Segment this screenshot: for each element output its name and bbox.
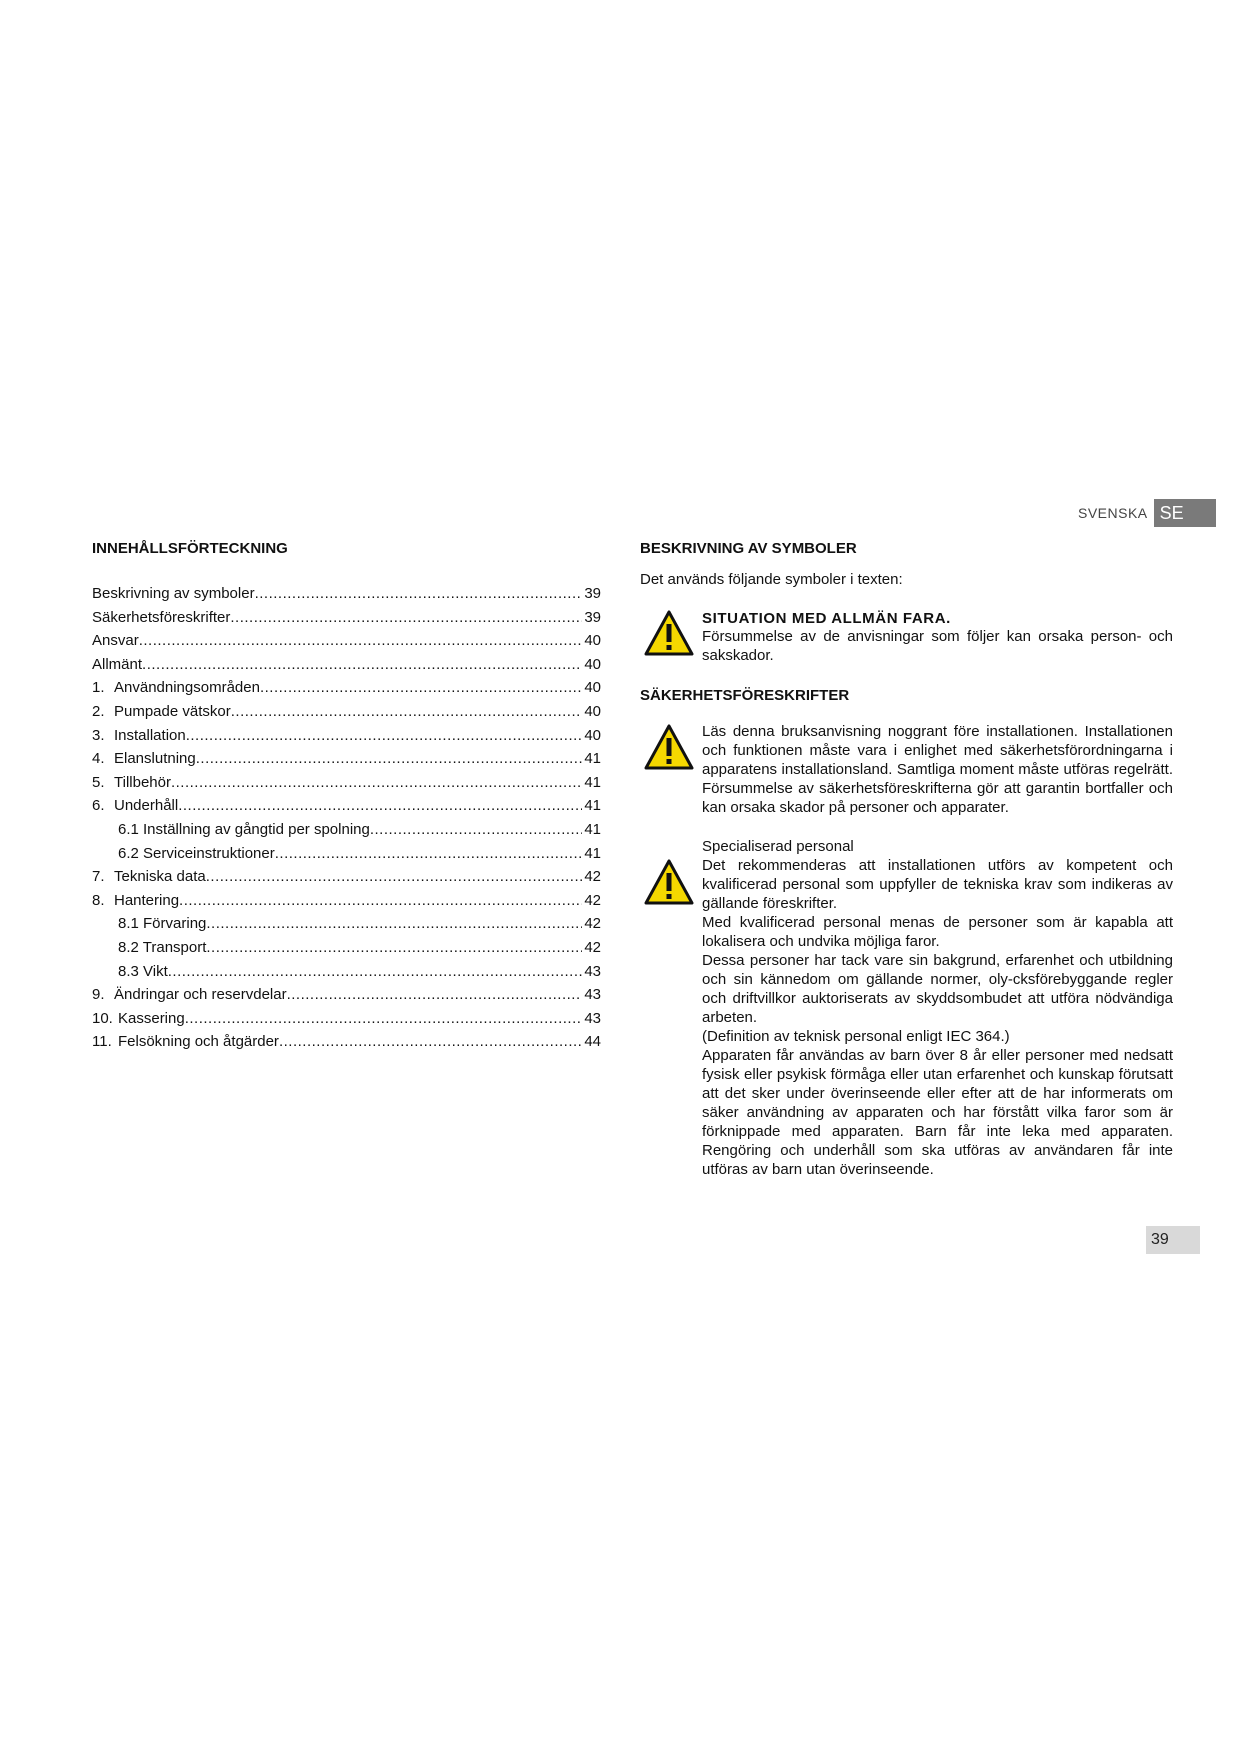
toc-leader-dots — [255, 585, 583, 602]
toc-title: INNEHÅLLSFÖRTECKNING — [92, 540, 288, 557]
specialized-text: Dessa personer har tack vare sin bakgrund, erfarenhet och utbildning och sin kännedom om gällande normer, oly-cksförebyggande regler och driftvillkor auktoriserats av skyddsombudet att utföra nödvändiga arbeten. — [702, 952, 1173, 1026]
children-text: Apparaten får användas av barn över 8 år eller personer med nedsatt fysisk eller psykisk förmåga eller utan erfarenhet och kunskap förutsatt att det sker under överinseende eller efter att de har informerats om säker användning av apparaten och har förstått vilka faror som är förknippade med apparaten. Barn får inte leka med apparaten. Rengöring och underhåll som ska utföras av användaren får inte utföras av barn utan överinseende. — [702, 1047, 1173, 1178]
specialized-text: (Definition av teknisk personal enligt IEC 364.) — [702, 1028, 1010, 1045]
toc-entry-number: 7. — [92, 868, 105, 886]
toc-entry — [92, 939, 601, 963]
toc-entry-page: 42 — [584, 938, 601, 956]
toc-entry-page: 43 — [584, 986, 601, 1004]
toc-entry — [92, 750, 601, 774]
toc-entry — [92, 656, 601, 680]
toc-entry-page: 41 — [584, 820, 601, 838]
situation-title: SITUATION MED ALLMÄN FARA. — [702, 610, 951, 627]
toc-entry — [92, 986, 601, 1010]
toc-entry — [92, 892, 601, 916]
toc-entry-page: 42 — [584, 868, 601, 886]
toc-entry-label: Tillbehör — [114, 773, 171, 791]
toc-entry-label: Beskrivning av symboler — [92, 585, 255, 602]
safety-title: SÄKERHETSFÖRESKRIFTER — [640, 687, 850, 704]
toc-entry-label: Säkerhetsföreskrifter — [92, 608, 231, 626]
toc-leader-dots — [142, 656, 582, 673]
toc-entry-number: 9. — [92, 986, 105, 1004]
toc-entry — [92, 609, 601, 633]
toc-entry-number: 5. — [92, 773, 105, 791]
toc-entry-page: 41 — [584, 844, 601, 862]
toc-entry-label: Ändringar och reservdelar — [114, 986, 287, 1004]
symbols-intro: Det används följande symboler i texten: — [640, 571, 903, 588]
toc-leader-dots — [168, 963, 583, 980]
warning-triangle-icon — [644, 724, 694, 770]
toc-entry-label: Ansvar — [92, 632, 139, 650]
toc-entry-page: 43 — [584, 1009, 601, 1027]
toc-leader-dots — [196, 750, 583, 767]
toc-entry-number: 4. — [92, 750, 105, 768]
toc-entry — [92, 868, 601, 892]
warning-triangle-icon — [644, 610, 694, 656]
toc-entry-page: 40 — [584, 679, 601, 697]
situation-text: Försummelse av de anvisningar som följer kan orsaka person- och sakskador. — [702, 628, 1173, 664]
toc-entry-number: 11. — [92, 1033, 112, 1051]
safety-warning-block — [640, 722, 1173, 817]
toc-entry — [92, 963, 601, 987]
toc-leader-dots — [185, 1010, 583, 1027]
toc-entry-page: 41 — [584, 797, 601, 815]
toc-entry-label: 8.2 Transport — [118, 938, 207, 956]
toc-leader-dots — [186, 727, 583, 744]
symbols-and-safety — [640, 540, 1173, 1179]
toc-entry-page: 43 — [584, 962, 601, 980]
toc-entry-label: Hantering — [114, 891, 180, 909]
toc-leader-dots — [139, 632, 583, 649]
toc-leader-dots — [287, 986, 583, 1003]
toc-entry-label: Felsökning och åtgärder — [118, 1033, 279, 1051]
toc-entry-label: Installation — [114, 726, 186, 744]
toc-leader-dots — [206, 868, 583, 885]
symbols-title: BESKRIVNING AV SYMBOLER — [640, 540, 857, 557]
toc-leader-dots — [279, 1033, 582, 1050]
toc-entry-page: 40 — [584, 702, 601, 720]
language-label: SVENSKA — [1078, 505, 1148, 521]
specialized-title: Specialiserad personal — [702, 838, 854, 855]
toc-entry-page: 40 — [584, 726, 601, 744]
toc-entry-label: 6.2 Serviceinstruktioner — [118, 844, 275, 862]
toc-entry-page: 41 — [584, 750, 601, 768]
toc-leader-dots — [206, 915, 582, 932]
language-tab — [1078, 499, 1216, 527]
toc-entry — [92, 1010, 601, 1034]
toc-entry — [92, 703, 601, 727]
toc-leader-dots — [230, 609, 582, 626]
toc-entry — [92, 915, 601, 939]
toc-entry-page: 44 — [584, 1033, 601, 1051]
toc-leader-dots — [260, 679, 582, 696]
toc-entry — [92, 774, 601, 798]
toc-entry-page: 42 — [584, 891, 601, 909]
toc-entry-number: 2. — [92, 702, 105, 720]
page-number: 39 — [1146, 1226, 1200, 1254]
toc-entry-page: 40 — [584, 655, 601, 673]
toc-entry-page: 42 — [584, 915, 601, 933]
specialized-text: Det rekommenderas att installationen utförs av kompetent och kvalificerad personal som uppfyller de tekniska krav som indikeras av gällande föreskrifter. — [702, 857, 1173, 912]
toc-leader-dots — [275, 845, 583, 862]
table-of-contents — [92, 540, 601, 1057]
toc-entry — [92, 585, 601, 609]
toc-entry — [92, 632, 601, 656]
toc-entry-label: Underhåll — [114, 797, 179, 815]
safety-paragraph: Läs denna bruksanvisning noggrant före installationen. Installationen och funktionen måste vara i enlighet med säkerhetsförordningarna i apparatens installationsland. Samtliga moment måste utföras regelrätt. Försummelse av säkerhetsföreskrifterna gör att garantin bortfaller och kan orsaka skador på personer och apparater. — [702, 723, 1173, 816]
toc-entry-label: Kassering — [118, 1009, 185, 1027]
toc-list — [92, 585, 601, 1057]
toc-entry-number: 10. — [92, 1009, 113, 1027]
toc-entry — [92, 797, 601, 821]
specialized-personnel-block — [640, 837, 1173, 1179]
toc-entry-label: Pumpade vätskor — [114, 702, 231, 720]
toc-entry-label: 6.1 Inställning av gångtid per spolning — [118, 820, 370, 838]
toc-entry — [92, 845, 601, 869]
toc-entry-number: 1. — [92, 679, 105, 697]
toc-entry — [92, 727, 601, 751]
toc-entry-label: 8.1 Förvaring — [118, 915, 207, 933]
toc-entry-number: 6. — [92, 797, 105, 815]
toc-entry — [92, 821, 601, 845]
toc-entry — [92, 679, 601, 703]
language-code: SE — [1154, 499, 1216, 527]
toc-entry — [92, 1033, 601, 1057]
warning-triangle-icon — [644, 859, 694, 905]
toc-entry-page: 41 — [584, 773, 601, 791]
toc-leader-dots — [179, 892, 582, 909]
toc-entry-label: Användningsområden — [114, 679, 260, 697]
toc-entry-number: 8. — [92, 891, 105, 909]
toc-entry-label: 8.3 Vikt — [118, 962, 168, 980]
toc-leader-dots — [231, 703, 583, 720]
toc-entry-number: 3. — [92, 726, 105, 744]
toc-leader-dots — [370, 821, 582, 838]
toc-entry-page: 40 — [584, 632, 601, 650]
toc-leader-dots — [178, 797, 582, 814]
toc-leader-dots — [171, 774, 582, 791]
toc-entry-page: 39 — [584, 585, 601, 602]
toc-entry-label: Elanslutning — [114, 750, 196, 768]
toc-leader-dots — [206, 939, 582, 956]
toc-entry-label: Allmänt — [92, 655, 143, 673]
general-danger-symbol — [640, 610, 1173, 665]
toc-entry-page: 39 — [584, 608, 601, 626]
specialized-text: Med kvalificerad personal menas de personer som är kapabla att lokalisera och undvika möjliga faror. — [702, 914, 1173, 950]
toc-entry-label: Tekniska data — [114, 868, 206, 886]
